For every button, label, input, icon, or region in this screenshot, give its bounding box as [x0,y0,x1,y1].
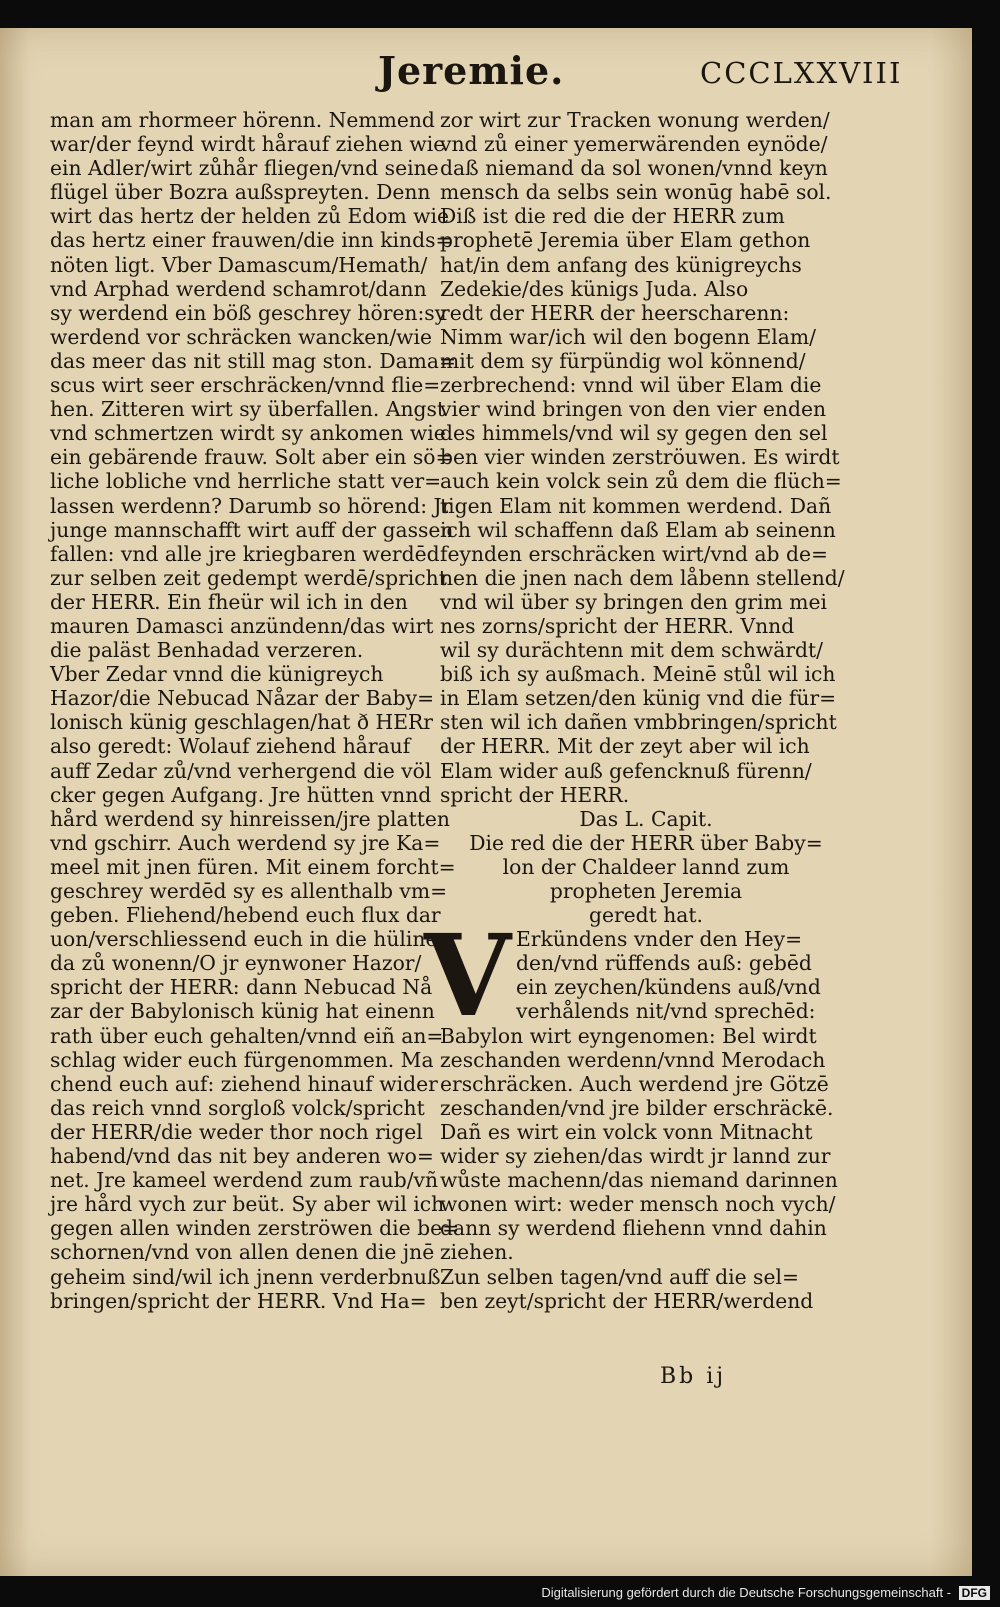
text-line: Zedekie/des künigs Juda. Also [440,276,749,301]
text-line: tigen Elam nit kommen werdend. Dañ [440,493,832,518]
text-line: vier wind bringen von den vier enden [440,397,827,422]
book-title: Jeremie. [378,48,565,93]
text-line: ben vier winden zerströuwen. Es wirdt [440,445,840,470]
text-line: uon/verschliessend euch in die hülinen [50,927,451,952]
text-line: mensch da selbs sein wonūg habē sol. [440,180,832,205]
text-line: Die red die der HERR über Baby= [469,830,823,855]
text-line: propheten Jeremia [549,879,743,903]
text-line: Nimm war/ich wil den bogenn Elam/ [440,324,816,349]
text-line: dann sy werdend fliehenn vnnd dahin [440,1216,827,1241]
text-line: hård werdend sy hinreissen/jre platten [50,806,450,831]
text-line: cker gegen Aufgang. Jre hütten vnnd [50,782,432,807]
text-line: fallen: vnd alle jre kriegbaren werdēd [50,541,440,566]
text-line: zerbrechend: vnnd wil über Elam die [440,373,822,398]
text-line: vnd schmertzen wirdt sy ankomen wie [50,421,446,446]
text-line: ziehen. [440,1240,514,1265]
text-line: wirt das hertz der helden zů Edom wie [50,204,449,229]
drop-cap-initial: V [424,911,511,1043]
text-line: geheim sind/wil ich jnenn verderbnuß [50,1264,441,1289]
text-line: schlag wider euch fürgenommen. Ma [50,1047,434,1072]
text-line: schornen/vnd von allen denen die jnē [50,1240,435,1265]
text-line: verhålends nit/vnd sprechēd: [516,999,816,1024]
text-line: bringen/spricht der HERR. Vnd Ha= [50,1288,427,1313]
text-line: der HERR. Mit der zeyt aber wil ich [440,734,810,759]
text-line: jre hård vych zur beüt. Sy aber wil ich [50,1192,445,1217]
text-line: feynden erschräcken wirt/vnd ab de= [440,541,828,566]
text-line: zur selben zeit gedempt werdē/spricht [50,565,447,590]
text-line: zeschanden werdenn/vnnd Merodach [440,1047,826,1072]
text-line: der HERR. Ein fheür wil ich in den [50,589,408,614]
text-line: biß ich sy außmach. Meinē stůl wil ich [440,662,836,687]
text-line: scus wirt seer erschräcken/vnnd flie= [50,373,441,398]
right-column-text-before-chapter [440,108,852,807]
text-line: zor wirt zur Tracken wonung werden/ [440,108,830,132]
text-line: Vber Zedar vnnd die künigreych [50,662,384,687]
text-line: daß niemand da sol wonen/vnnd keyn [440,156,828,181]
text-line: gegen allen winden zerströwen die be= [50,1216,460,1241]
text-line: ein gebärende frauw. Solt aber ein sö= [50,445,453,470]
text-line: des himmels/vnd wil sy gegen den sel [440,421,828,446]
left-text-column [50,108,460,1313]
text-line: lonisch künig geschlagen/hat ð HERr [50,710,433,735]
text-line: ben zeyt/spricht der HERR/werdend [440,1288,814,1313]
text-line: Zun selben tagen/vnd auff die sel= [440,1264,799,1289]
text-line: nes zorns/spricht der HERR. Vnnd [440,613,795,638]
text-line: lon der Chaldeer lannd zum [502,854,790,879]
text-line: nöten ligt. Vber Damascum/Hemath/ [50,252,428,277]
text-line: hen. Zitteren wirt sy überfallen. Angst [50,397,446,422]
text-line: in Elam setzen/den künig vnd die für= [440,686,837,711]
text-line: man am rhormeer hörenn. Nemmend [50,108,435,132]
text-line: war/der feynd wirdt hårauf ziehen wie [50,132,446,157]
text-line: mit dem sy fürpündig wol könnend/ [440,348,806,373]
text-line: zeschanden/vnd jre bilder erschräckē. [440,1095,834,1120]
text-line: das hertz einer frauwen/die inn kinds= [50,228,453,253]
text-line: sten wil ich dañen vmbbringen/spricht [440,710,837,735]
text-line: lassen werdenn? Darumb so hörend: Jr [50,493,452,518]
text-line: die paläst Benhadad verzeren. [50,638,364,663]
footer-credit-text: Digitalisierung gefördert durch die Deutsche Forschungsgemeinschaft - [541,1585,952,1600]
folio-number: CCCLXXVIII [700,56,903,90]
text-line: Erkündens vnder den Hey= [516,927,803,952]
signature-mark: Bb ij [660,1364,727,1389]
right-text-column [424,108,852,1313]
text-line: Dañ es wirt ein volck vonn Mitnacht [440,1119,813,1144]
text-line: den/vnd rüffends auß: gebēd [516,951,812,976]
book-page [0,28,972,1576]
text-line: geredt hat. [588,903,703,928]
text-line: mauren Damasci anzündenn/das wirt [50,613,434,638]
text-line: also geredt: Wolauf ziehend hårauf [50,734,411,759]
text-line: spricht der HERR: dann Nebucad Nå [50,975,433,1000]
text-line: rath über euch gehalten/vnnd eiñ an= [50,1023,444,1048]
text-line: werdend vor schräcken wancken/wie [50,324,433,349]
text-line: das meer das nit still mag ston. Dama= [50,348,456,373]
text-line: junge mannschafft wirt auff der gassen [50,517,454,542]
text-line: hat/in dem anfang des künigreychs [440,252,802,277]
text-line: chend euch auf: ziehend hinauf wider [50,1071,438,1096]
text-line: ein Adler/wirt zůhår fliegen/vnd seine [50,156,439,181]
text-line: wider sy ziehen/das wirdt jr lannd zur [440,1144,831,1169]
text-line: vnd Arphad werdend schamrot/dann [50,276,427,301]
text-line: wůste machenn/das niemand darinnen [440,1168,838,1193]
chapter-heading: Das L. Capit. [579,806,713,831]
text-line: prophetē Jeremia über Elam gethon [440,228,811,253]
text-line: Babylon wirt eyngenomen: Bel wirdt [440,1023,817,1048]
text-line: wonen wirt: weder mensch noch vych/ [440,1192,836,1217]
text-line: wil sy durächtenn mit dem schwärdt/ [440,638,823,663]
text-line: vnd zů einer yemerwärenden eynöde/ [440,132,828,157]
text-line: ich wil schaffenn daß Elam ab seinenn [440,517,836,542]
text-line: auch kein volck sein zů dem die flüch= [440,469,842,494]
text-line: net. Jre kameel werdend zum raub/vñ [50,1168,439,1193]
text-line: spricht der HERR. [440,782,630,807]
text-line: ein zeychen/kündens auß/vnd [516,975,821,1000]
text-line: nen die jnen nach dem låbenn stellend/ [440,565,845,590]
text-line: der HERR/die weder thor noch rigel [50,1119,423,1144]
text-line: Diß ist die red die der HERR zum [440,204,785,229]
text-line: redt der HERR der heerscharenn: [440,300,790,325]
text-line: Hazor/die Nebucad Nåzar der Baby= [50,686,435,711]
text-line: habend/vnd das nit bey anderen wo= [50,1144,434,1169]
text-line: erschräcken. Auch werdend jre Götzē [440,1071,829,1096]
text-line: sy werdend ein böß geschrey hören:sy [50,300,447,325]
text-line: zar der Babylonisch künig hat einenn [50,999,435,1024]
digitization-credit-footer [541,1585,990,1600]
running-head [0,48,972,104]
text-line: liche lobliche vnd herrliche statt ver= [50,469,442,494]
text-line: Elam wider auß gefencknuß fürenn/ [440,758,812,783]
text-line: vnd wil über sy bringen den grim mei [440,589,828,614]
right-column-text-after-chapter [440,1024,852,1313]
text-line: vnd gschirr. Auch werdend sy jre Ka= [50,830,441,855]
text-line: flügel über Bozra außspreyten. Denn [50,180,431,205]
text-line: geben. Fliehend/hebend euch flux dar [50,903,441,928]
text-line: geschrey werdēd sy es allenthalb vm= [50,879,448,903]
dfg-logo: DFG [959,1586,990,1600]
text-line: das reich vnnd sorgloß volck/spricht [50,1095,425,1120]
text-line: meel mit jnen füren. Mit einem forcht= [50,854,456,879]
text-line: da zů wonenn/O jr eynwoner Hazor/ [50,951,422,976]
text-line: auff Zedar zů/vnd verhergend die völ [50,758,432,783]
